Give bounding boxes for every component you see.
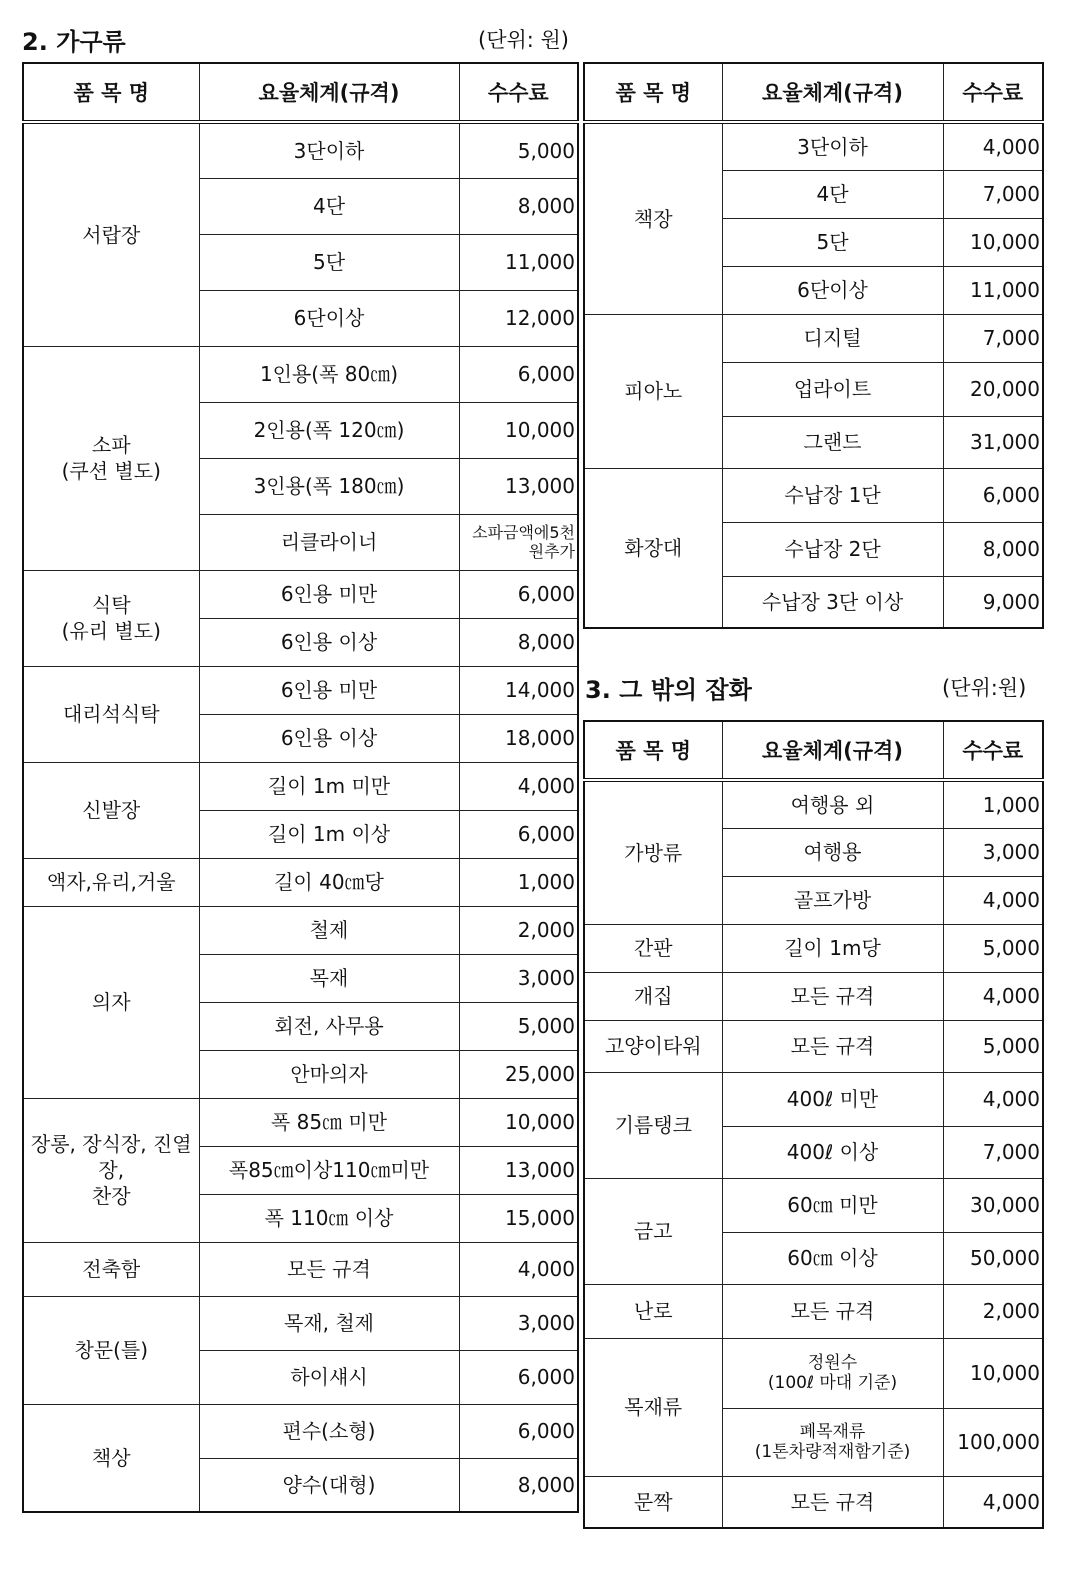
item-name-cell: 난로 [584,1284,722,1338]
table-row [23,762,578,810]
item-name-cell: 기름탱크 [584,1072,722,1178]
spec-cell: 모든 규격 [722,1020,943,1072]
fee-cell: 4,000 [943,972,1043,1020]
spec-cell: 수납장 3단 이상 [722,576,943,628]
fee-cell: 100,000 [943,1408,1043,1476]
spec-cell: 정원수 (100ℓ 마대 기준) [722,1338,943,1408]
section3-title: 3. 그 밖의 잡화 [585,676,752,704]
fee-cell: 5,000 [943,1020,1043,1072]
spec-cell: 1인용(폭 80㎝) [199,346,459,402]
item-name-cell: 신발장 [23,762,199,858]
item-name-cell: 서랍장 [23,122,199,346]
fee-cell: 15,000 [459,1194,578,1242]
spec-cell: 6인용 이상 [199,618,459,666]
fee-cell: 50,000 [943,1232,1043,1284]
item-name-cell: 고양이타워 [584,1020,722,1072]
fee-cell: 30,000 [943,1178,1043,1232]
item-name-cell: 장롱, 장식장, 진열장, 찬장 [23,1098,199,1242]
fee-cell: 6,000 [459,1404,578,1458]
spec-cell: 길이 1m당 [722,924,943,972]
spec-cell: 길이 40㎝당 [199,858,459,906]
section2-unit: (단위: 원) [478,28,569,52]
spec-cell: 6단이상 [722,266,943,314]
table-row [23,1404,578,1458]
fee-cell: 8,000 [459,178,578,234]
table-row [23,1242,578,1296]
fee-cell: 2,000 [943,1284,1043,1338]
fee-cell: 6,000 [459,346,578,402]
table-row [584,924,1043,972]
table-row [584,1476,1043,1528]
fee-cell: 5,000 [459,122,578,178]
table-row [584,314,1043,362]
table-row [23,346,578,402]
table-row [584,1178,1043,1232]
item-name-cell: 액자,유리,거울 [23,858,199,906]
fee-cell: 5,000 [943,924,1043,972]
fee-cell: 4,000 [943,1476,1043,1528]
fee-cell: 1,000 [459,858,578,906]
furniture-fee-table-2 [583,62,1044,629]
spec-cell: 6인용 이상 [199,714,459,762]
item-name-cell: 소파 (쿠션 별도) [23,346,199,570]
fee-cell: 18,000 [459,714,578,762]
fee-cell: 10,000 [943,1338,1043,1408]
fee-cell: 10,000 [943,218,1043,266]
fee-cell: 12,000 [459,290,578,346]
fee-cell: 10,000 [459,1098,578,1146]
item-name-cell: 화장대 [584,468,722,628]
table-row [584,1072,1043,1126]
item-name-cell: 식탁 (유리 별도) [23,570,199,666]
item-name-cell: 책장 [584,122,722,314]
spec-cell: 여행용 [722,828,943,876]
fee-cell: 4,000 [459,762,578,810]
spec-cell: 목재 [199,954,459,1002]
fee-cell: 7,000 [943,170,1043,218]
fee-cell: 31,000 [943,416,1043,468]
item-name-cell: 가방류 [584,780,722,924]
spec-cell: 안마의자 [199,1050,459,1098]
spec-cell: 폭 110㎝ 이상 [199,1194,459,1242]
fee-cell: 1,000 [943,780,1043,828]
spec-cell: 모든 규격 [722,972,943,1020]
fee-cell: 11,000 [459,234,578,290]
fee-cell: 13,000 [459,458,578,514]
col-header-item: 품 목 명 [584,721,722,780]
spec-cell: 그랜드 [722,416,943,468]
fee-cell: 6,000 [459,570,578,618]
table-row [584,1338,1043,1408]
item-name-cell: 피아노 [584,314,722,468]
spec-cell: 길이 1m 이상 [199,810,459,858]
spec-cell: 2인용(폭 120㎝) [199,402,459,458]
spec-cell: 폭 85㎝ 미만 [199,1098,459,1146]
spec-cell: 모든 규격 [199,1242,459,1296]
col-header-spec: 요율체계(규격) [199,63,459,122]
spec-cell: 디지털 [722,314,943,362]
spec-cell: 리클라이너 [199,514,459,570]
table-row [23,122,578,178]
table-row [23,858,578,906]
spec-cell: 모든 규격 [722,1284,943,1338]
col-header-item: 품 목 명 [584,63,722,122]
fee-cell: 7,000 [943,314,1043,362]
spec-cell: 편수(소형) [199,1404,459,1458]
spec-cell: 양수(대형) [199,1458,459,1512]
spec-cell: 골프가방 [722,876,943,924]
fee-cell: 4,000 [943,876,1043,924]
col-header-fee: 수수료 [943,721,1043,780]
table-row [584,122,1043,170]
spec-cell: 400ℓ 미만 [722,1072,943,1126]
fee-cell: 13,000 [459,1146,578,1194]
spec-cell: 4단 [722,170,943,218]
table-row [23,906,578,954]
spec-cell: 60㎝ 미만 [722,1178,943,1232]
spec-cell: 폐목재류 (1톤차량적재함기준) [722,1408,943,1476]
fee-cell: 9,000 [943,576,1043,628]
spec-cell: 6인용 미만 [199,570,459,618]
item-name-cell: 창문(틀) [23,1296,199,1404]
spec-cell: 목재, 철제 [199,1296,459,1350]
fee-cell: 3,000 [459,954,578,1002]
item-name-cell: 간판 [584,924,722,972]
spec-cell: 3인용(폭 180㎝) [199,458,459,514]
fee-cell: 11,000 [943,266,1043,314]
spec-cell: 400ℓ 이상 [722,1126,943,1178]
fee-cell: 20,000 [943,362,1043,416]
item-name-cell: 전축함 [23,1242,199,1296]
spec-cell: 4단 [199,178,459,234]
section2-title: 2. 가구류 [22,28,126,56]
spec-cell: 3단이하 [199,122,459,178]
table-row [584,1284,1043,1338]
section3-unit: (단위:원) [942,676,1027,700]
col-header-spec: 요율체계(규격) [722,721,943,780]
spec-cell: 3단이하 [722,122,943,170]
item-name-cell: 개집 [584,972,722,1020]
col-header-fee: 수수료 [943,63,1043,122]
fee-cell: 3,000 [459,1296,578,1350]
fee-cell: 2,000 [459,906,578,954]
item-name-cell: 문짝 [584,1476,722,1528]
fee-cell: 3,000 [943,828,1043,876]
fee-cell: 4,000 [943,1072,1043,1126]
fee-cell: 4,000 [459,1242,578,1296]
fee-cell: 6,000 [459,810,578,858]
table-row [584,972,1043,1020]
fee-cell: 8,000 [459,618,578,666]
spec-cell: 철제 [199,906,459,954]
fee-cell: 25,000 [459,1050,578,1098]
table-row [23,1098,578,1146]
spec-cell: 6단이상 [199,290,459,346]
spec-cell: 업라이트 [722,362,943,416]
fee-cell: 10,000 [459,402,578,458]
spec-cell: 5단 [722,218,943,266]
spec-cell: 수납장 1단 [722,468,943,522]
item-name-cell: 대리석식탁 [23,666,199,762]
spec-cell: 수납장 2단 [722,522,943,576]
fee-cell: 6,000 [943,468,1043,522]
spec-cell: 여행용 외 [722,780,943,828]
misc-fee-table [583,720,1044,1529]
table-row [584,1020,1043,1072]
col-header-fee: 수수료 [459,63,578,122]
spec-cell: 모든 규격 [722,1476,943,1528]
spec-cell: 6인용 미만 [199,666,459,714]
fee-cell: 6,000 [459,1350,578,1404]
fee-cell: 14,000 [459,666,578,714]
table-row [23,666,578,714]
fee-cell: 4,000 [943,122,1043,170]
fee-cell: 8,000 [459,1458,578,1512]
item-name-cell: 책상 [23,1404,199,1512]
col-header-spec: 요율체계(규격) [722,63,943,122]
table-row [23,1296,578,1350]
spec-cell: 5단 [199,234,459,290]
item-name-cell: 금고 [584,1178,722,1284]
spec-cell: 하이섀시 [199,1350,459,1404]
table-row [23,570,578,618]
fee-cell: 8,000 [943,522,1043,576]
fee-cell: 5,000 [459,1002,578,1050]
item-name-cell: 목재류 [584,1338,722,1476]
item-name-cell: 의자 [23,906,199,1098]
table-row [584,468,1043,522]
fee-cell: 소파금액에5천원추가 [459,514,578,570]
spec-cell: 폭85㎝이상110㎝미만 [199,1146,459,1194]
table-row [584,780,1043,828]
furniture-fee-table [22,62,579,1513]
spec-cell: 길이 1m 미만 [199,762,459,810]
fee-cell: 7,000 [943,1126,1043,1178]
spec-cell: 회전, 사무용 [199,1002,459,1050]
spec-cell: 60㎝ 이상 [722,1232,943,1284]
col-header-item: 품 목 명 [23,63,199,122]
